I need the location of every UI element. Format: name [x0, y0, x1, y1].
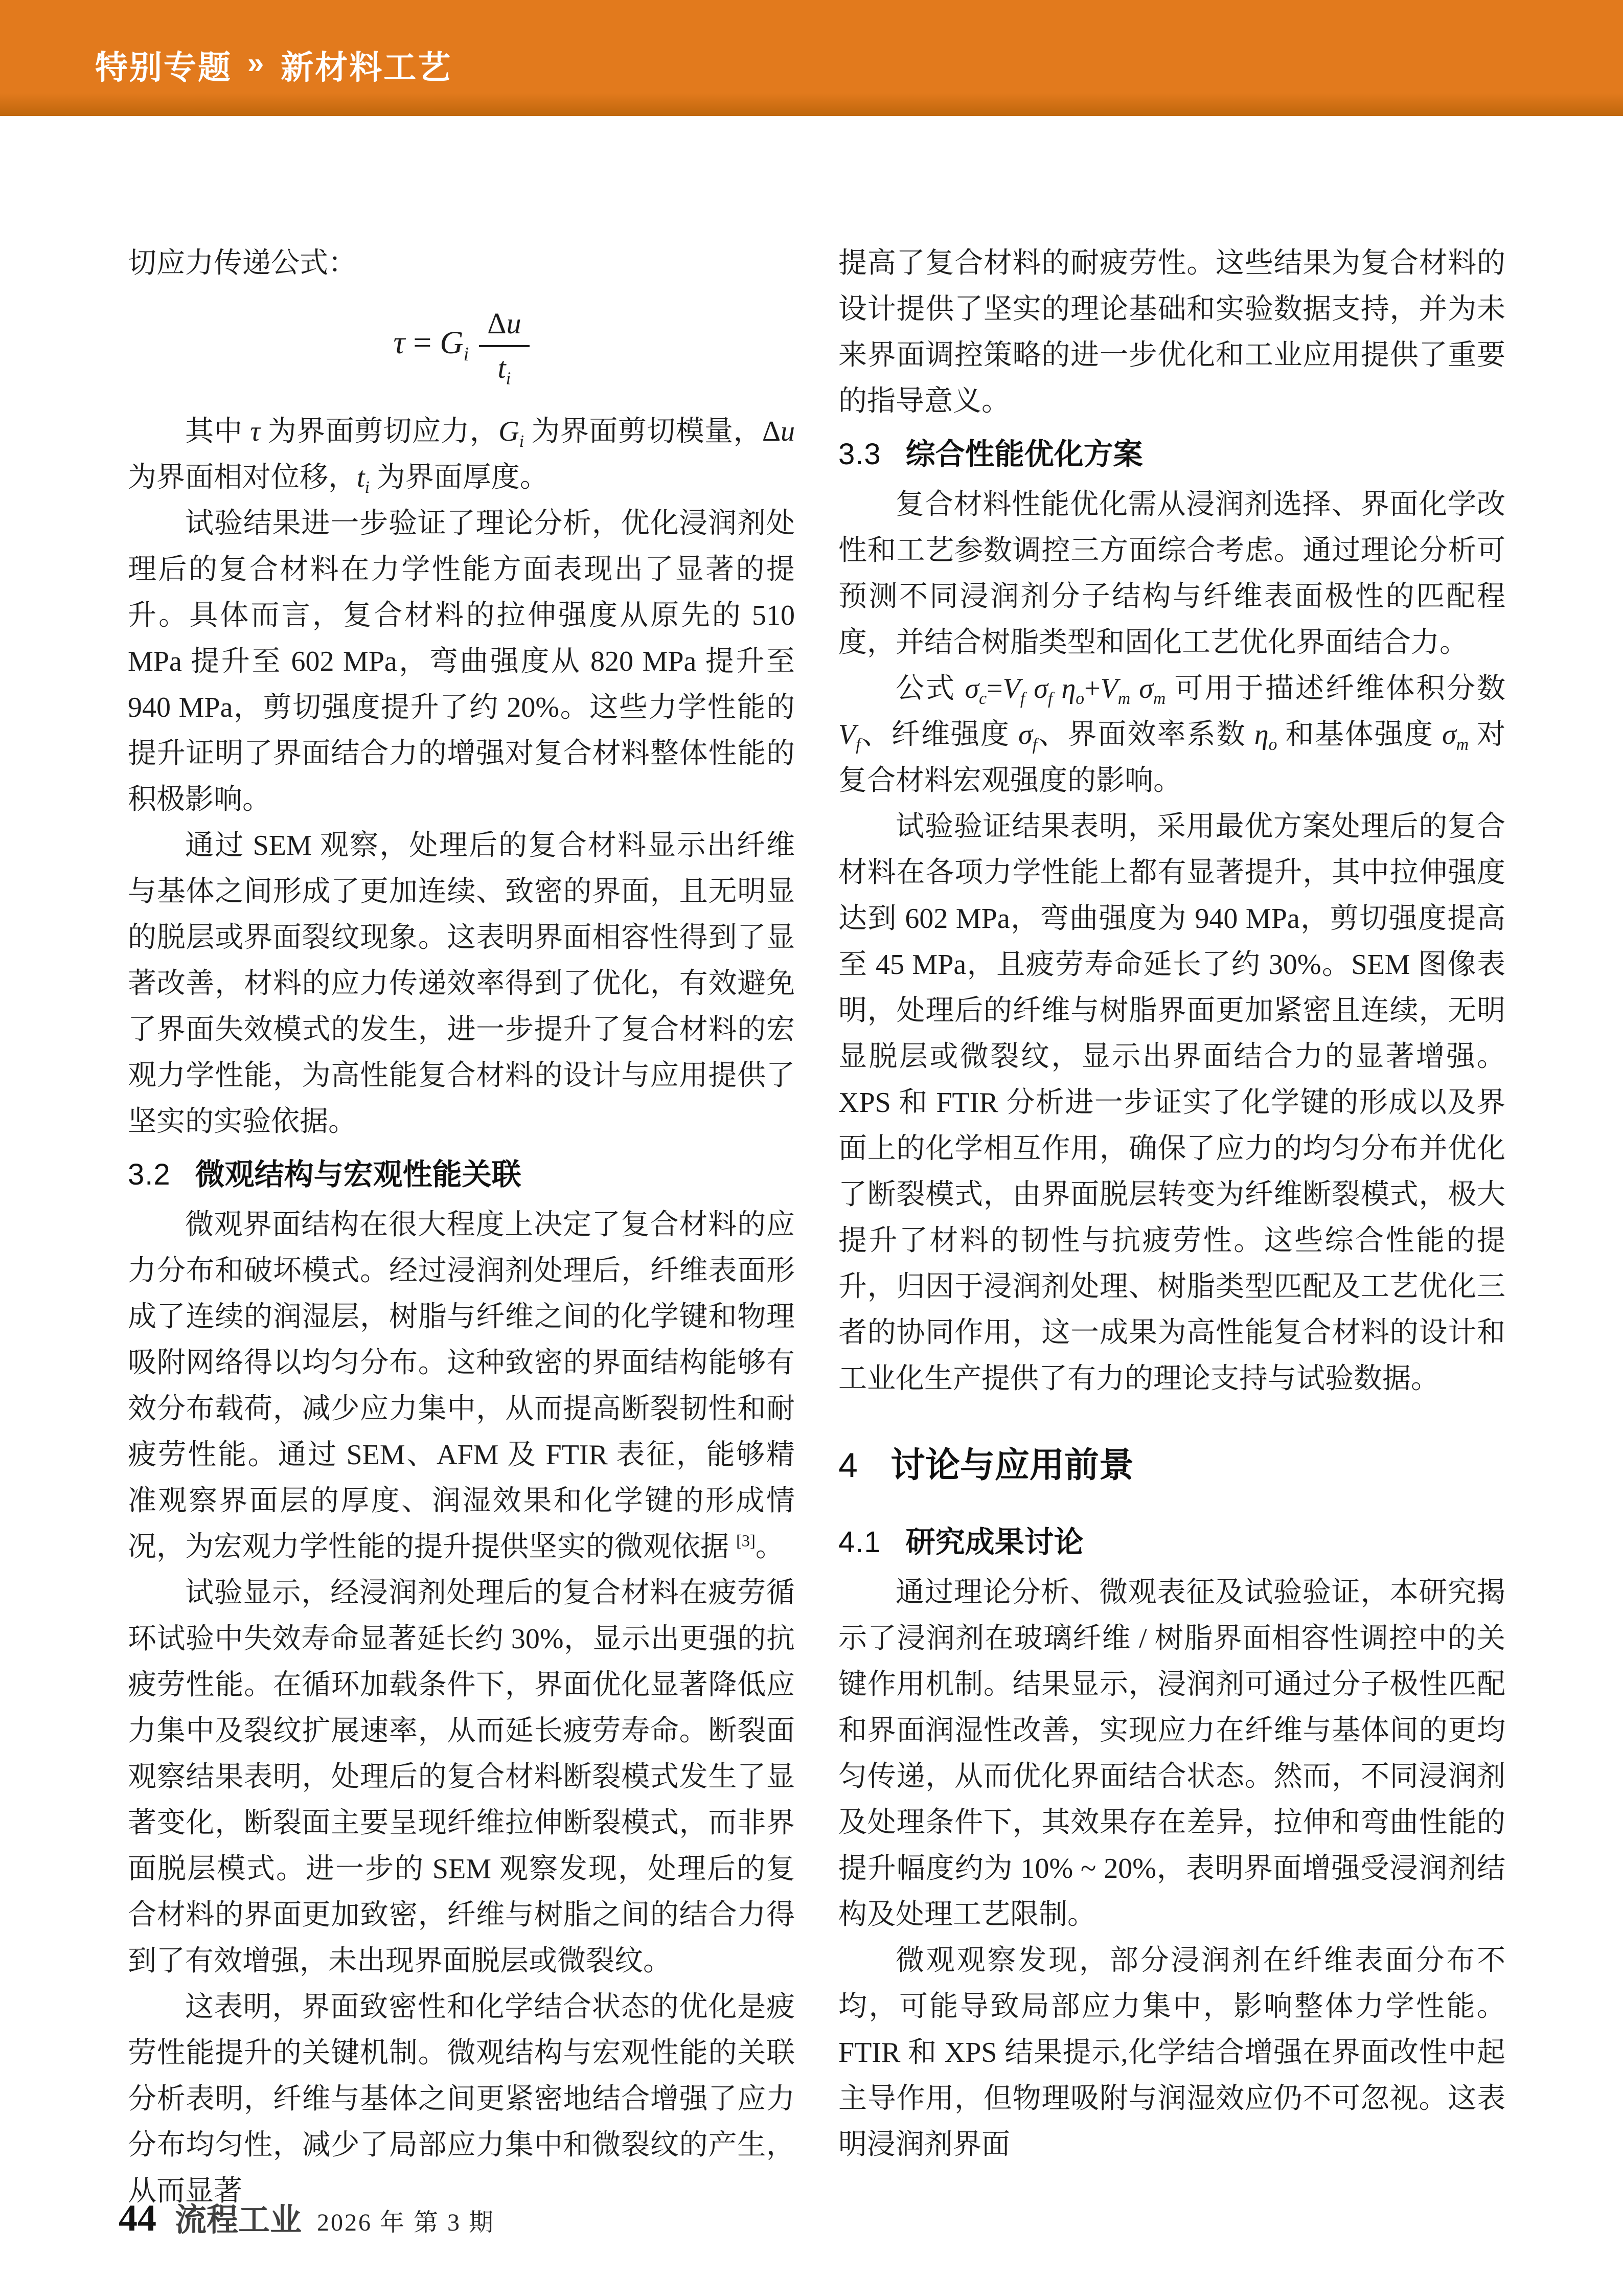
- left-column: [128, 240, 795, 2214]
- footer-journal-name: 流程工业: [175, 2203, 302, 2238]
- section-title: 研究成果讨论: [905, 1526, 1084, 1559]
- section-heading-3-2: [128, 1152, 795, 1198]
- article-body: [128, 240, 1505, 2214]
- header-separator-icon: »: [247, 47, 266, 80]
- header-kicker: 特别专题: [95, 49, 232, 86]
- section-number: 3.3: [838, 438, 881, 471]
- footer-issue: 2026 年 第 3 期: [317, 2209, 495, 2236]
- formula-lhs: $\tau = G_i$: [393, 324, 469, 366]
- header-section-label: 新材料工艺: [281, 49, 452, 86]
- paragraph-discussion: 通过理论分析、微观表征及试验验证，本研究揭示了浸润剂在玻璃纤维 / 树脂界面相容性调控中的关键作用机制。结果显示，浸润剂可通过分子极性匹配和界面润湿性改善，实现应力在纤维与基体间的更均匀传递，从而优化界面结合状态。然而，不同浸润剂及处理条件下，其效果存在差异，拉伸和弯曲性能的提升幅度约为 10% ~ 20%，表明界面增强受浸润剂结构及处理工艺限制。: [838, 1577, 1505, 1930]
- formula-numerator: Δu: [479, 307, 529, 347]
- paragraph-formula-intro: 切应力传递公式：: [128, 247, 357, 279]
- footer-page-number: 44: [119, 2197, 156, 2239]
- section-title: 微观结构与宏观性能关联: [195, 1158, 521, 1192]
- section-number: 3.2: [128, 1158, 171, 1192]
- paragraph-where: 其中 τ 为界面剪切应力，$G_i$ 为界面剪切模量，Δu 为界面相对位移，$t_i$ 为界面厚度。: [128, 416, 795, 497]
- right-column: [838, 240, 1505, 2214]
- paragraph-strength-formula: 公式 $\sigma_c=V_f$ $\sigma_f$ $\eta_o+V_m$ $\sigma_m$ 可用于描述纤维体积分数 $V_f$、纤维强度 $\sigma_f$、界面效率系数 $\eta_o$ 和基体强度 $\sigma_m$ 对复合材料宏观强度的影响。: [838, 673, 1506, 797]
- header-title: [95, 0, 452, 116]
- paragraph-continuation: 提高了复合材料的耐疲劳性。这些结果为复合材料的设计提供了坚实的理论基础和实验数据支持，并为未来界面调控策略的进一步优化和工业应用提供了重要的指导意义。: [838, 247, 1505, 417]
- page-footer: [119, 2194, 495, 2240]
- section-title: 综合性能优化方案: [905, 438, 1143, 471]
- shear-stress-formula: [128, 307, 795, 389]
- section-number: 4: [838, 1446, 858, 1485]
- paragraph-verification: 试验验证结果表明，采用最优方案处理后的复合材料在各项力学性能上都有显著提升，其中拉伸强度达到 602 MPa，弯曲强度为 940 MPa，剪切强度提高至 45 MPa，且疲劳寿命延长了约 30%。SEM 图像表明，处理后的纤维与树脂界面更加紧密且连续，无明显脱层或微裂纹，显示出界面结合力的显著增强。XPS 和 FTIR 分析进一步证实了化学键的形成以及界面上的化学相互作用，确保了应力的均匀分布并优化了断裂模式，由界面脱层转变为纤维断裂模式，极大提升了材料的韧性与抗疲劳性。这些综合性能的提升，归因于浸润剂处理、树脂类型匹配及工艺优化三者的协同作用，这一成果为高性能复合材料的设计和工业化生产提供了有力的理论支持与试验数据。: [838, 811, 1505, 1395]
- section-heading-3-3: [838, 431, 1505, 478]
- paragraph-fatigue-test: 试验显示，经浸润剂处理后的复合材料在疲劳循环试验中失效寿命显著延长约 30%，显示出更强的抗疲劳性能。在循环加载条件下，界面优化显著降低应力集中及裂纹扩展速率，从而延长疲劳寿命。断裂面观察结果表明，处理后的复合材料断裂模式发生了显著变化，断裂面主要呈现纤维拉伸断裂模式，而非界面脱层模式。进一步的 SEM 观察发现，处理后的复合材料的界面更加致密，纤维与树脂之间的结合力得到了有效增强，未出现界面脱层或微裂纹。: [128, 1577, 795, 1977]
- formula-denominator: $t_i$: [497, 351, 511, 389]
- paragraph-mechanism: 这表明，界面致密性和化学结合状态的优化是疲劳性能提升的关键机制。微观结构与宏观性能的关联分析表明，纤维与基体之间更紧密地结合增强了应力分布均匀性，减少了局部应力集中和微裂纹的产生，从而显著: [128, 1991, 795, 2208]
- paragraph-sem-observation: 通过 SEM 观察，处理后的复合材料显示出纤维与基体之间形成了更加连续、致密的界面，且无明显的脱层或界面裂纹现象。这表明界面相容性得到了显著改善，材料的应力传递效率得到了优化，有效避免了界面失效模式的发生，进一步提升了复合材料的宏观力学性能，为高性能复合材料的设计与应用提供了坚实的实验依据。: [128, 830, 795, 1138]
- section-heading-4-1: [838, 1519, 1505, 1565]
- section-number: 4.1: [838, 1526, 881, 1559]
- paragraph-optimization: 复合材料性能优化需从浸润剂选择、界面化学改性和工艺参数调控三方面综合考虑。通过理论分析可预测不同浸润剂分子结构与纤维表面极性的匹配程度，并结合树脂类型和固化工艺优化界面结合力。: [838, 489, 1505, 658]
- paragraph-test-results: 试验结果进一步验证了理论分析，优化浸润剂处理后的复合材料在力学性能方面表现出了显著的提升。具体而言，复合材料的拉伸强度从原先的 510 MPa 提升至 602 MPa，弯曲强度从 820 MPa 提升至 940 MPa，剪切强度提升了约 20%。这些力学性能的提升证明了界面结合力的增强对复合材料整体性能的积极影响。: [128, 508, 795, 816]
- paragraph-micro-observation: 微观观察发现，部分浸润剂在纤维表面分布不均，可能导致局部应力集中，影响整体力学性能。FTIR 和 XPS 结果提示,化学结合增强在界面改性中起主导作用，但物理吸附与润湿效应仍不可忽视。这表明浸润剂界面: [838, 1945, 1505, 2161]
- section-heading-4: [838, 1445, 1505, 1486]
- paragraph-microstructure: 微观界面结构在很大程度上决定了复合材料的应力分布和破坏模式。经过浸润剂处理后，纤维表面形成了连续的润湿层，树脂与纤维之间的化学键和物理吸附网络得以均匀分布。这种致密的界面结构能够有效分布载荷，减少应力集中，从而提高断裂韧性和耐疲劳性能。通过 SEM、AFM 及 FTIR 表征，能够精准观察界面层的厚度、润湿效果和化学键的形成情况，为宏观力学性能的提升提供坚实的微观依据 [3]。: [128, 1209, 795, 1563]
- section-title: 讨论与应用前景: [890, 1446, 1134, 1485]
- formula-fraction: [479, 307, 529, 389]
